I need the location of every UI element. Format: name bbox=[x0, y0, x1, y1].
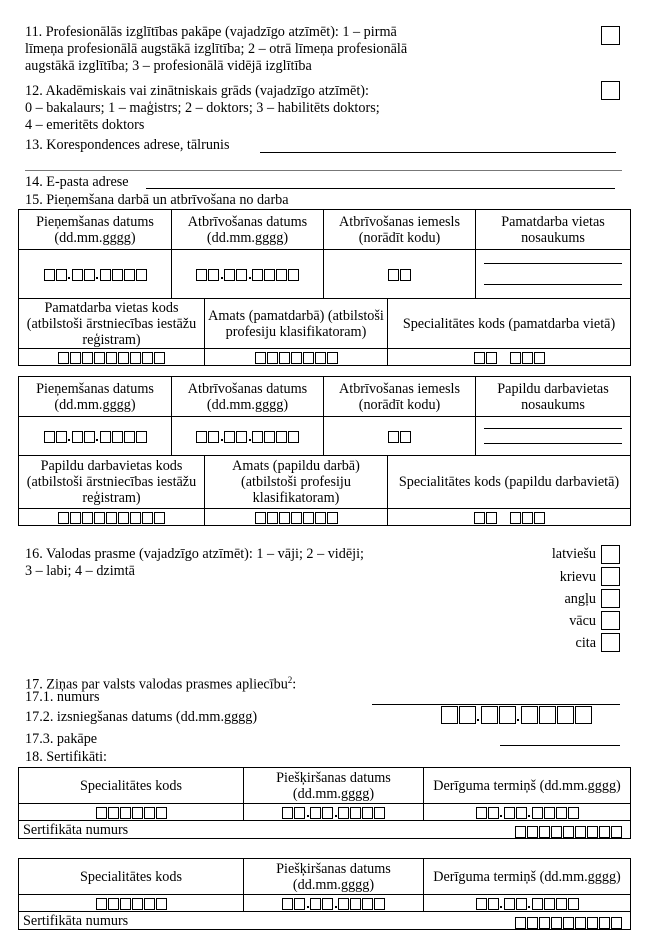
q17-2-label: 17.2. izsniegšanas datums (dd.mm.gggg) bbox=[25, 709, 258, 725]
q12-line-1: 12. Akadēmiskais vai zinātniskais grāds (vajadzīgo atzīmēt): bbox=[25, 83, 369, 99]
extra-release-date-header: Atbrīvošanas datums (dd.mm.gggg) bbox=[172, 377, 324, 417]
q12-line-3: 4 – emeritēts doktors bbox=[25, 117, 145, 133]
main-position-header: Amats (pamatdarbā) (atbilstoši profesiju klasifikatoram) bbox=[205, 299, 388, 349]
main-workplace-code-input[interactable] bbox=[19, 349, 205, 366]
q17-footnote: 2 bbox=[287, 675, 293, 685]
main-specialty-code-input[interactable] bbox=[388, 349, 631, 366]
lang-english-label: angļu bbox=[564, 591, 596, 607]
extra-workplace-name-header: Papildu darbavietas nosaukums bbox=[476, 377, 631, 417]
lang-english-checkbox[interactable] bbox=[601, 589, 620, 608]
cert2-number-label: Sertifikāta numurs bbox=[23, 912, 129, 929]
extra-release-reason-header: Atbrīvošanas iemesls (norādīt kodu) bbox=[324, 377, 476, 417]
cert2-issue-date-header: Piešķiršanas datums (dd.mm.gggg) bbox=[244, 859, 424, 895]
main-position-input[interactable] bbox=[205, 349, 388, 366]
q15-main-table-2 bbox=[18, 298, 631, 366]
cert2-number-input[interactable] bbox=[514, 914, 622, 930]
extra-hire-date-header: Pieņemšanas datums (dd.mm.gggg) bbox=[19, 377, 172, 417]
cert1-specialty-header: Specialitātes kods bbox=[19, 768, 244, 804]
cert2-number-row bbox=[19, 912, 631, 930]
extra-workplace-code-header: Papildu darbavietas kods (atbilstoši ārstniecības iestāžu reģistram) bbox=[19, 456, 205, 509]
extra-workplace-code-input[interactable] bbox=[19, 509, 205, 526]
q17-1-label: 17.1. numurs bbox=[25, 689, 100, 705]
q14-label: 14. E-pasta adrese bbox=[25, 174, 129, 190]
extra-position-header: Amats (papildu darbā) (atbilstoši profesiju klasifikatoram) bbox=[205, 456, 388, 509]
lang-other-checkbox[interactable] bbox=[601, 633, 620, 652]
q17-3-label: 17.3. pakāpe bbox=[25, 731, 98, 747]
q15-label: 15. Pieņemšana darbā un atbrīvošana no darba bbox=[25, 192, 289, 208]
lang-latvian-label: latviešu bbox=[551, 546, 596, 562]
main-specialty-code-header: Specialitātes kods (pamatdarba vietā) bbox=[388, 299, 631, 349]
cert-table-1 bbox=[18, 767, 631, 839]
release-reason-header: Atbrīvošanas iemesls (norādīt kodu) bbox=[324, 210, 476, 250]
main-workplace-name-input[interactable] bbox=[476, 250, 631, 299]
release-date-header: Atbrīvošanas datums (dd.mm.gggg) bbox=[172, 210, 324, 250]
cert1-valid-until-header: Derīguma termiņš (dd.mm.gggg) bbox=[424, 768, 631, 804]
q17-2-date-input[interactable] bbox=[440, 706, 592, 724]
q11-line-3: augstākā izglītība; 3 – profesionālā vidējā izglītība bbox=[25, 58, 312, 74]
q17-3-level-field[interactable] bbox=[500, 745, 620, 746]
cert2-specialty-input[interactable] bbox=[19, 895, 244, 912]
lang-german-checkbox[interactable] bbox=[601, 611, 620, 630]
cert1-issue-date-header: Piešķiršanas datums (dd.mm.gggg) bbox=[244, 768, 424, 804]
cert1-valid-until-input[interactable] bbox=[424, 804, 631, 821]
q13-label: 13. Korespondences adrese, tālrunis bbox=[25, 137, 230, 153]
q12-text bbox=[25, 83, 380, 134]
cert-table-2 bbox=[18, 858, 631, 930]
extra-hire-date-input[interactable] bbox=[19, 417, 172, 456]
q16-line-1: 16. Valodas prasme (vajadzīgo atzīmēt): 1 – vāji; 2 – vidēji; bbox=[25, 546, 364, 562]
q17-label-text: 17. Ziņas par valsts valodas prasmes apliecību bbox=[25, 676, 288, 693]
q15-main-table-1 bbox=[18, 209, 631, 299]
cert2-specialty-header: Specialitātes kods bbox=[19, 859, 244, 895]
cert1-issue-date-input[interactable] bbox=[244, 804, 424, 821]
cert2-issue-date-input[interactable] bbox=[244, 895, 424, 912]
q11-text bbox=[25, 24, 407, 75]
q13-extra-line bbox=[25, 170, 622, 171]
cert1-specialty-input[interactable] bbox=[19, 804, 244, 821]
q17-1-number-field[interactable] bbox=[372, 704, 620, 705]
lang-russian-label: krievu bbox=[559, 569, 596, 585]
extra-workplace-name-input[interactable] bbox=[476, 417, 631, 456]
release-reason-input[interactable] bbox=[324, 250, 476, 299]
lang-latvian-checkbox[interactable] bbox=[601, 545, 620, 564]
q17-label: 17. Ziņas par valsts valodas prasmes apliecību$^2$: bbox=[25, 675, 297, 693]
main-workplace-name-header: Pamatdarba vietas nosaukums bbox=[476, 210, 631, 250]
lang-other-label: cita bbox=[575, 635, 596, 651]
q16-text bbox=[25, 546, 364, 580]
cert1-number-input[interactable] bbox=[514, 823, 622, 839]
extra-position-input[interactable] bbox=[205, 509, 388, 526]
cert2-valid-until-header: Derīguma termiņš (dd.mm.gggg) bbox=[424, 859, 631, 895]
q16-line-2: 3 – labi; 4 – dzimtā bbox=[25, 563, 135, 579]
q15-extra-table-2 bbox=[18, 455, 631, 526]
q11-line-2: līmeņa profesionālā augstākā izglītība; 2 – otrā līmeņa profesionālā bbox=[25, 41, 408, 57]
cert2-valid-until-input[interactable] bbox=[424, 895, 631, 912]
extra-release-date-input[interactable] bbox=[172, 417, 324, 456]
release-date-input[interactable] bbox=[172, 250, 324, 299]
extra-specialty-code-header: Specialitātes kods (papildu darbavietā) bbox=[388, 456, 631, 509]
q12-checkbox[interactable] bbox=[601, 81, 620, 100]
q18-label: 18. Sertifikāti: bbox=[25, 749, 107, 765]
lang-russian-checkbox[interactable] bbox=[601, 567, 620, 586]
extra-release-reason-input[interactable] bbox=[324, 417, 476, 456]
extra-specialty-code-input[interactable] bbox=[388, 509, 631, 526]
q14-email-field[interactable] bbox=[146, 188, 615, 189]
q12-line-2: 0 – bakalaurs; 1 – maģistrs; 2 – doktors; 3 – habilitēts doktors; bbox=[25, 100, 380, 116]
lang-german-label: vācu bbox=[569, 613, 596, 629]
hire-date-input[interactable] bbox=[19, 250, 172, 299]
cert1-number-label: Sertifikāta numurs bbox=[23, 821, 129, 838]
q11-checkbox[interactable] bbox=[601, 26, 620, 45]
hire-date-header: Pieņemšanas datums (dd.mm.gggg) bbox=[19, 210, 172, 250]
cert1-number-row bbox=[19, 821, 631, 839]
q13-address-field[interactable] bbox=[260, 152, 616, 153]
q11-line-1: 11. Profesionālās izglītības pakāpe (vajadzīgo atzīmēt): 1 – pirmā bbox=[25, 24, 397, 40]
main-workplace-code-header: Pamatdarba vietas kods (atbilstoši ārstniecības iestāžu reģistram) bbox=[19, 299, 205, 349]
q15-extra-table-1 bbox=[18, 376, 631, 456]
